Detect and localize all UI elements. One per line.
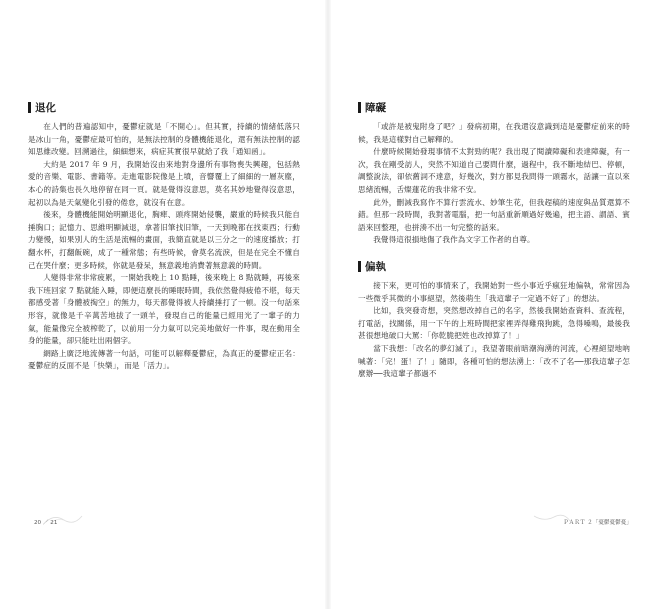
heading-bar-icon: [28, 102, 31, 113]
running-head: ＰＡＲＴ ２「憂鬱憂鬱憂」: [563, 520, 632, 526]
paragraph: 在人們的普遍認知中，憂鬱症就是「不開心」。但其實，持續的情緒低落只是冰山一角，憂鬱症最可怕的，是無法控制的身體機能退化，還有無法控制的認知思維改變。回溯過往，細細想來，病症其實很早就給了我「通知函」。: [28, 122, 300, 157]
section-heading-degeneration: [28, 100, 300, 115]
heading-bar-icon: [358, 102, 361, 113]
paragraph: 當下我想：「改名的夢幻滅了」，我望著眼前暗潮洶湧的河流，心裡絕望地吶喊著：「完！蛋！了！」隨即，各種可怕的想法湧上：「改不了名──那我這輩子怎麼辦──我這輩子都過不: [358, 343, 630, 379]
paragraph: 此外，刪減我寫作不算行雲流水、妙筆生花，但我趕稿的速度與品質還算不錯。但那一段時間，我對著電腦，把一句話重新順過好幾遍，把主語、謂語、賓語來回整理，也拼湊不出一句完整的話來。: [358, 197, 630, 232]
section-heading-paranoia: [358, 259, 630, 274]
paragraph: 我覺得這很損地傷了我作為文字工作者的自尊。: [373, 235, 535, 245]
paragraph: 「或許是被鬼附身了吧？」發病初期，在我還沒意識到這是憂鬱症前來的時候，我是這樣對自己解釋的。: [358, 122, 630, 144]
section-title: 偏執: [365, 260, 386, 273]
paragraph: 人變得非常非常疲累，一開始我晚上 10 點睡，後來晚上 8 點就睡，再後來我下班回家 7 點就能入睡，即便這麼長的睡眠時間，我依然覺得疲倦不堪，每天都感受著「身體被掏空」的無力，每天都覺得被人持續捶打了一頓。沒一句話來形容，就像是千辛萬苦地拔了一頭羊，發現自己的能量已經用光了一輩子的力氣，能量像完全被榨乾了，以前用一分力氣可以完美地做好一件事，現在動用全身的能量，卻只能吐出兩個字。: [28, 273, 300, 346]
heading-bar-icon: [358, 261, 361, 272]
section-title: 障礙: [365, 102, 386, 114]
paragraph: 什麼時候開始發現事情不太對勁的呢？我出現了閱讀障礙和表達障礙，有一次，我在剛受訪人，突然不知道自己要問什麼，過程中，我不斷地結巴、停頓，調整說法，卻依舊詞不達意，好幾次，對方都見我問得一頭霧水，話讓一直以來思緒流暢，舌燦蓮花的我非常不安。: [358, 147, 630, 194]
section-title: 退化: [35, 102, 56, 114]
paragraph: 網路上廣泛地流傳著一句話，可能可以解釋憂鬱症，為真正的憂鬱症正名：憂鬱症的反面不是「快樂」，而是「活力」。: [28, 348, 300, 371]
section-spacer: [358, 247, 630, 259]
paragraph: 大約是 2017 年 9 月，我開始沒由來地對身邊所有事物喪失興趣，包括熱愛的音樂、電影、書籍等。走進電影院像是上墳，音響覆上了細細的一層灰塵，本心的詩集也長久地停留在同一頁。就是覺得沒意思，莫名其妙地覺得沒意思，起初以為是天氣變化引發的倦怠，就沒有在意。: [28, 159, 300, 207]
left-page: [28, 100, 300, 373]
page-number: 20 ／ 21: [34, 520, 58, 526]
paragraph: 比如，我突發奇想，突然想改掉自己的名字，然後我開始查資料、查流程，打電話，找關係，用一下午的上班時間把家裡弄得雞飛狗跳，急得嗓鳴，最後我甚很想地破口大罵：「你乾脆把姓也改掉算了！」: [358, 306, 630, 341]
section-heading-obstacle: [358, 100, 630, 115]
right-page: [358, 100, 630, 381]
paragraph: 後來，身體機能開始明顯退化，胸痺、頭疼開始侵襲，嚴重的時候我只能自捶胸口；記憶力、思維明顯減退，拿著旧筆找旧筆，一天到晚都在找東西；行動力變慢，如果別人的生活是流暢的畫面，我簡直就是以三分之一的速度播放；打翻水杯，打翻飯碗，成了一種常態；有些時候，會莫名流淚，但是在完全不懂自己在哭什麼；更多時候，你就是發呆，無意義地消費著無意義的時間。: [28, 210, 300, 270]
gutter-shadow: [325, 0, 331, 609]
paragraph: 接下來，更可怕的事情來了，我開始對一些小事近乎瘋狂地偏執，常常因為一些微乎其微的小事絕望，然後萌生「我這輩子一定過不好了」的想法。: [358, 280, 630, 303]
